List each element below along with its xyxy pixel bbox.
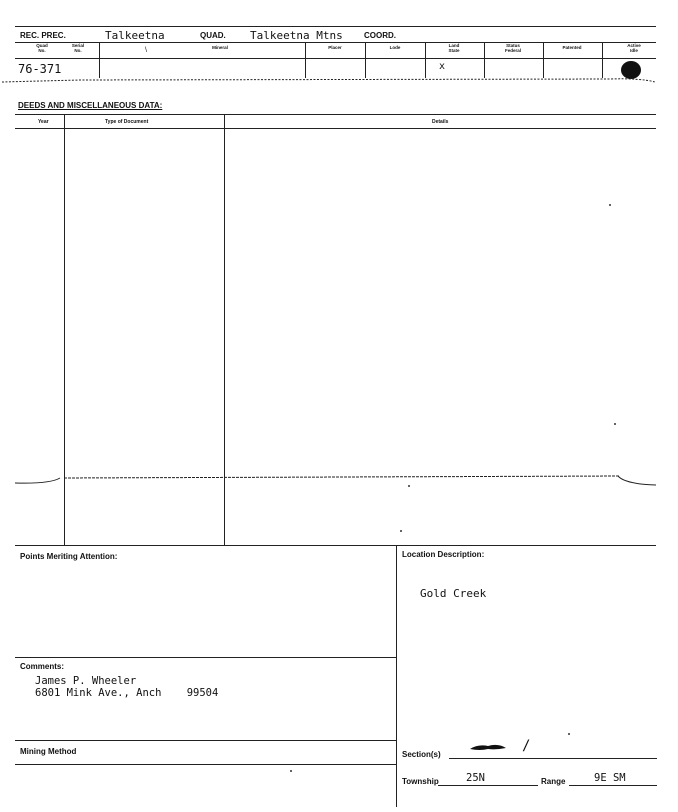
section-value: /	[522, 738, 531, 754]
table-header-rule	[15, 58, 656, 59]
coord-label: COORD.	[364, 31, 396, 40]
location-value: Gold Creek	[420, 587, 487, 600]
section-label: Section(s)	[402, 750, 441, 759]
table-col-divider	[484, 42, 485, 78]
rec-prec-value: Talkeetna	[105, 29, 165, 42]
table-col-divider	[602, 42, 603, 78]
points-bottom-rule	[15, 657, 396, 658]
col-placer: Placer	[328, 45, 342, 50]
table-col-divider	[365, 42, 366, 78]
mining-method-rule	[15, 764, 396, 765]
quad-value: Talkeetna Mtns	[250, 29, 343, 42]
range-underline	[569, 785, 657, 786]
rec-prec-label: REC. PREC.	[20, 31, 66, 40]
mining-method-label: Mining Method	[20, 747, 77, 756]
speck	[614, 423, 616, 425]
points-label: Points Meriting Attention:	[20, 552, 118, 561]
col-lode: Lode	[389, 45, 401, 50]
comments-line-2: 6801 Mink Ave., Anch 99504	[35, 687, 219, 699]
land-state-mark: x	[439, 61, 446, 72]
speck	[568, 733, 570, 735]
deeds-fold-line	[0, 470, 678, 490]
speck	[400, 530, 402, 532]
speck	[408, 485, 410, 487]
range-value: 9E SM	[594, 772, 626, 784]
table-col-divider	[305, 42, 306, 78]
col-quad-no: Quad No.	[36, 43, 48, 53]
col-land-state: Land State	[448, 43, 460, 53]
comments-line-1: James P. Wheeler	[35, 675, 137, 687]
comments-bottom-rule	[15, 740, 396, 741]
section-scribble	[468, 740, 508, 754]
township-label: Township	[402, 777, 439, 786]
location-label: Location Description:	[402, 550, 485, 559]
quad-label: QUAD.	[200, 31, 226, 40]
deeds-header-rule	[15, 128, 656, 129]
section-underline	[449, 758, 657, 759]
col-mineral: Mineral	[212, 45, 228, 50]
speck	[609, 204, 611, 206]
table-col-divider	[425, 42, 426, 78]
mineral-mark: \	[145, 47, 147, 54]
col-status-federal: Status Federal	[504, 43, 521, 53]
deeds-header-details: Details	[432, 119, 449, 125]
deeds-header-year: Year	[38, 119, 49, 125]
col-serial-no: Serial No.	[71, 43, 85, 53]
table-col-divider	[543, 42, 544, 78]
table-bottom-line	[0, 74, 678, 86]
quad-serial-value: 76-371	[18, 62, 62, 76]
col-patented: Patented	[562, 45, 582, 50]
table-col-divider	[99, 42, 100, 78]
deeds-top-rule	[15, 114, 656, 115]
range-label: Range	[541, 777, 566, 786]
deeds-header-type: Type of Document	[105, 119, 149, 125]
township-value: 25N	[466, 772, 485, 784]
col-active-idle: Active Idle	[627, 43, 641, 53]
comments-label: Comments:	[20, 662, 65, 671]
deeds-title: DEEDS AND MISCELLANEOUS DATA:	[18, 101, 163, 110]
deeds-bottom-rule	[15, 545, 656, 546]
township-underline	[438, 785, 538, 786]
speck	[290, 770, 292, 772]
header-rule	[15, 42, 656, 43]
top-rule	[15, 26, 656, 27]
lower-center-divider	[396, 545, 397, 807]
